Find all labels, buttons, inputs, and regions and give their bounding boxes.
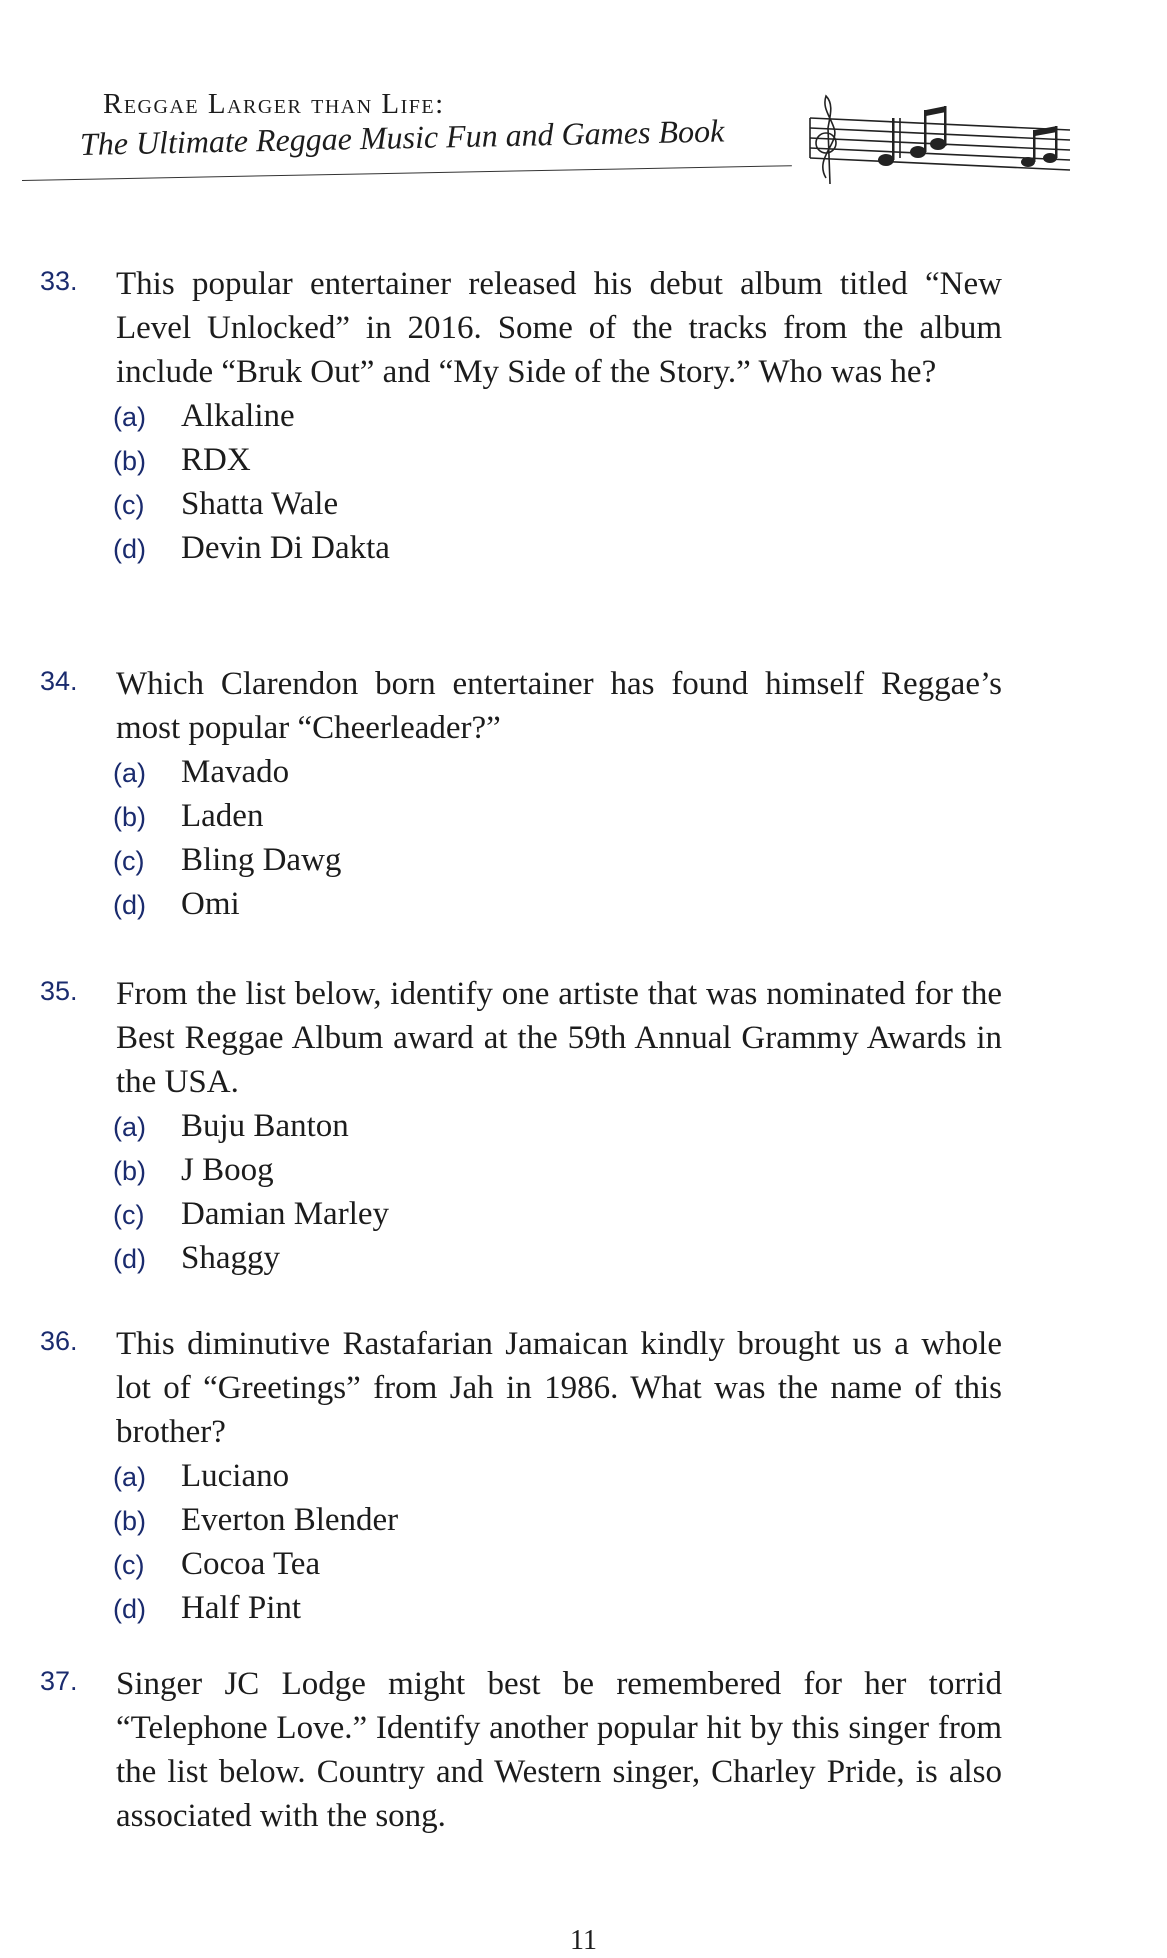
option-a xyxy=(113,1454,1110,1498)
option-text: Damian Marley xyxy=(181,1196,390,1232)
option-label: (d) xyxy=(113,1594,146,1624)
option-label: (a) xyxy=(113,402,146,432)
option-text: Omi xyxy=(181,886,240,922)
option-label: (b) xyxy=(113,1156,146,1186)
option-b xyxy=(113,438,1110,482)
question-text: This diminutive Rastafarian Jamaican kindly brought us a whole lot of “Greetings” from Jah in 1986. What was the name of this brother? xyxy=(116,1326,1002,1450)
option-text: Alkaline xyxy=(181,398,295,434)
option-label: (c) xyxy=(113,846,145,876)
option-list xyxy=(40,1454,1110,1630)
question-number: 35. xyxy=(40,976,78,1006)
option-text: Devin Di Dakta xyxy=(181,530,390,566)
option-text: Half Pint xyxy=(181,1590,302,1626)
question-number: 37. xyxy=(40,1666,78,1696)
option-label: (b) xyxy=(113,446,146,476)
option-label: (d) xyxy=(113,890,146,920)
book-subtitle: The Ultimate Reggae Music Fun and Games Book xyxy=(79,112,725,162)
option-text: Bling Dawg xyxy=(181,842,342,878)
option-label: (d) xyxy=(113,534,146,564)
option-text: Buju Banton xyxy=(181,1108,349,1144)
option-d xyxy=(113,882,1110,926)
option-label: (c) xyxy=(113,490,145,520)
option-label: (d) xyxy=(113,1244,146,1274)
option-text: RDX xyxy=(181,442,251,478)
question-34 xyxy=(40,662,1110,926)
page-header xyxy=(0,0,1167,200)
option-b xyxy=(113,1498,1110,1542)
option-d xyxy=(113,1236,1110,1280)
question-text: This popular entertainer released his debut album titled “New Level Unlocked” in 2016. Some of the tracks from the album include “Bruk Out” and “My Side of the Story.” Who was he? xyxy=(116,266,1002,390)
header-rule xyxy=(22,165,792,181)
question-36 xyxy=(40,1322,1110,1630)
option-list xyxy=(40,394,1110,570)
option-text: Shaggy xyxy=(181,1240,280,1276)
option-c xyxy=(113,482,1110,526)
music-staff-icon xyxy=(800,88,1080,198)
question-33 xyxy=(40,262,1110,570)
question-number: 36. xyxy=(40,1326,78,1356)
option-label: (c) xyxy=(113,1200,145,1230)
question-text: From the list below, identify one artiste that was nominated for the Best Reggae Album award at the 59th Annual Grammy Awards in the USA. xyxy=(116,976,1002,1100)
option-label: (a) xyxy=(113,758,146,788)
option-text: Shatta Wale xyxy=(181,486,339,522)
option-text: Cocoa Tea xyxy=(181,1546,321,1582)
option-d xyxy=(113,1586,1110,1630)
option-label: (a) xyxy=(113,1112,146,1142)
question-text: Which Clarendon born entertainer has found himself Reggae’s most popular “Cheerleader?” xyxy=(116,666,1002,746)
option-list xyxy=(40,750,1110,926)
option-label: (b) xyxy=(113,802,146,832)
option-b xyxy=(113,1148,1110,1192)
question-37 xyxy=(40,1662,1110,1838)
page-number: 11 xyxy=(570,1925,597,1956)
option-a xyxy=(113,1104,1110,1148)
option-text: Laden xyxy=(181,798,264,834)
option-c xyxy=(113,1192,1110,1236)
option-text: Luciano xyxy=(181,1458,290,1494)
option-label: (b) xyxy=(113,1506,146,1536)
option-b xyxy=(113,794,1110,838)
option-text: Mavado xyxy=(181,754,290,790)
option-d xyxy=(113,526,1110,570)
book-title: Reggae Larger than Life: xyxy=(103,88,445,120)
option-text: J Boog xyxy=(181,1152,274,1188)
option-label: (c) xyxy=(113,1550,145,1580)
option-c xyxy=(113,838,1110,882)
option-text: Everton Blender xyxy=(181,1502,399,1538)
option-label: (a) xyxy=(113,1462,146,1492)
option-a xyxy=(113,394,1110,438)
option-a xyxy=(113,750,1110,794)
question-number: 34. xyxy=(40,666,78,696)
option-c xyxy=(113,1542,1110,1586)
question-35 xyxy=(40,972,1110,1280)
option-list xyxy=(40,1104,1110,1280)
question-number: 33. xyxy=(40,266,78,296)
question-text: Singer JC Lodge might best be remembered for her torrid “Telephone Love.” Identify another popular hit by this singer from the list below. Country and Western singer, Charley Pride, is also associated with the song. xyxy=(116,1666,1002,1834)
